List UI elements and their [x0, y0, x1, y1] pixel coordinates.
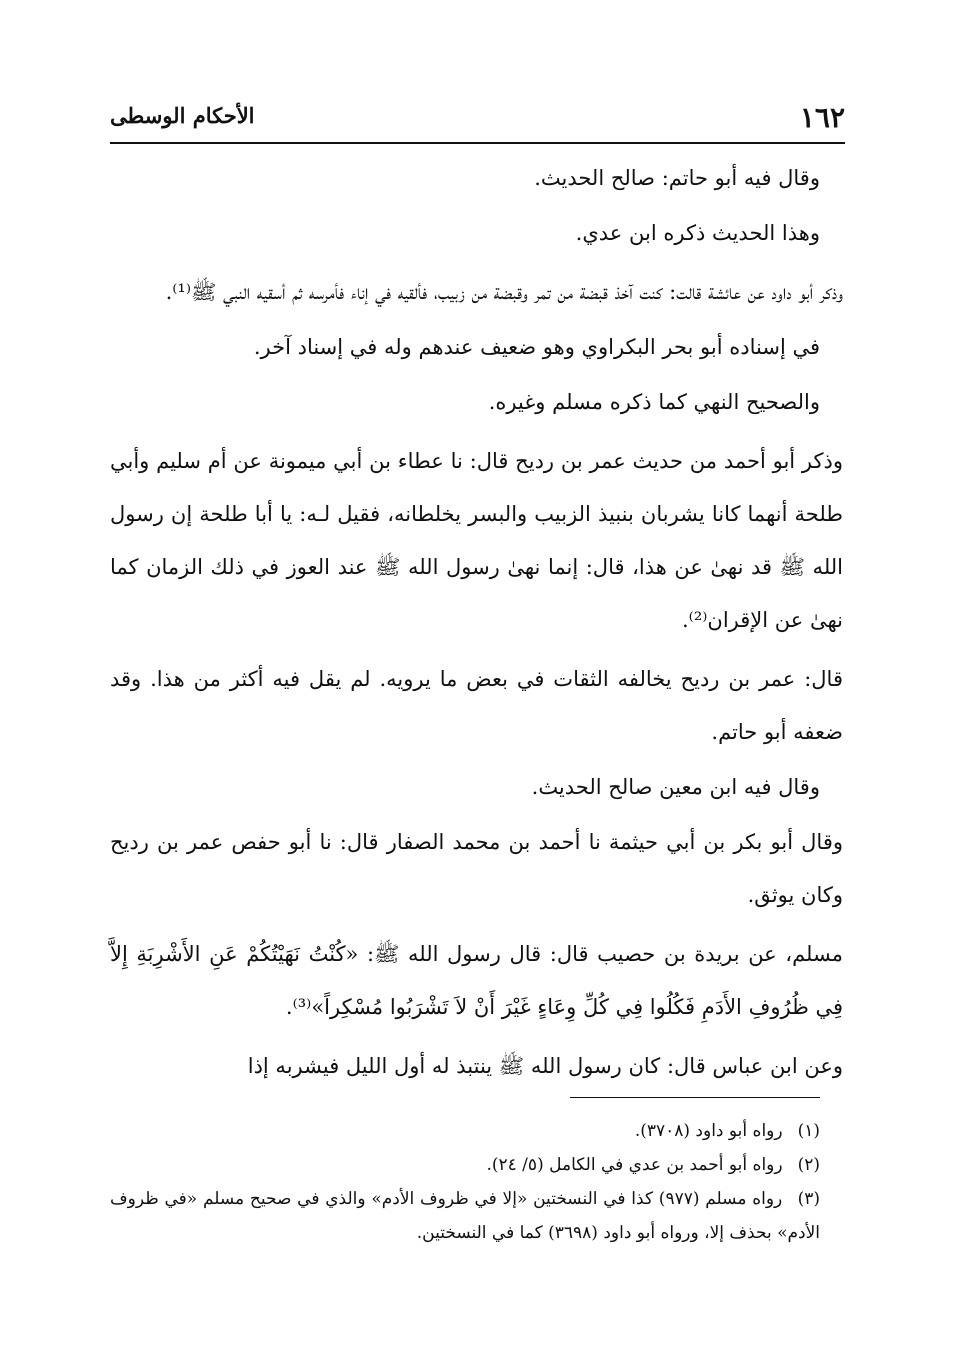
paragraph-1: وقال فيه أبو حاتم: صالح الحديث. [534, 166, 820, 190]
footnote-2-number: (٢) [797, 1155, 820, 1175]
page-number: ١٦٢ [799, 101, 845, 134]
footnote-2 [110, 1148, 820, 1182]
paragraph-9: وقال أبو بكر بن أبي حيثمة نا أحمد بن محمد الصفار قال: نا أبو حفص عمر بن رديح وكان يوثق. [110, 830, 844, 907]
paragraph-4: في إسناده أبو بحر البكراوي وهو ضعيف عندهم وله في إسناد آخر. [253, 335, 820, 359]
footnote-3 [110, 1182, 820, 1250]
footnote-1-text: رواه أبو داود (٣٧٠٨). [634, 1121, 783, 1141]
paragraph-11: وعن ابن عباس قال: كان رسول الله ﷺ ينتبذ له أول الليل فيشربه إذا [247, 1054, 843, 1078]
running-title: الأحكام الوسطى [110, 103, 255, 128]
footnote-separator [570, 1097, 820, 1098]
page-header [110, 96, 845, 140]
paragraph-2: وهذا الحديث ذكره ابن عدي. [575, 221, 820, 245]
paragraph-5: والصحيح النهي كما ذكره مسلم وغيره. [488, 390, 820, 414]
footnote-3-text: رواه مسلم (٩٧٧) كذا في النسختين «إلا في ظروف الأدم» والذي في صحيح مسلم «في ظروف الأدم» بحذف إلا، ورواه أبو داود (٣٦٩٨) كما في النسختين. [110, 1189, 820, 1243]
paragraph-7: قال: عمر بن رديح يخالفه الثقات في بعض ما يرويه. لم يقل فيه أكثر من هذا. وقد ضعفه أبو حاتم. [110, 667, 843, 744]
paragraph-6: وذكر أبو أحمد من حديث عمر بن رديح قال: نا عطاء بن أبي ميمونة عن أم سليم وأبي طلحة أنهما كانا يشربان بنبيذ الزبيب والبسر يخلطانه، فقيل لـه: يا أبا طلحة إن رسول الله ﷺ قد نهىٰ عن هذا، قال: إنما نهىٰ رسول الله ﷺ عند العوز في ذلك الزمان كما نهىٰ عن الإقران⁽²⁾. [110, 449, 843, 632]
main-text [110, 152, 844, 1095]
footnote-2-text: رواه أبو أحمد بن عدي في الكامل (٥/ ٢٤). [486, 1155, 783, 1175]
paragraph-10: مسلم، عن بريدة بن حصيب قال: قال رسول الله ﷺ: «كُنْتُ نَهَيْتُكُمْ عَنِ الأَشْرِبَةِ إِلاَّ فِي ظُرُوفِ الأَدَمِ فَكُلُوا فِي كُلِّ وِعَاءٍ غَيْرَ أَنْ لاَ تَشْرَبُوا مُسْكِراً»⁽³⁾. [110, 942, 843, 1019]
footnotes [110, 1114, 820, 1250]
paragraph-3: وذكر أبو داود عن عائشة قالت: كنت آخذ قبضة من تمر وقبضة من زبيب، فألقيه في إناء فأمرسه ثم أسقيه النبي ﷺ⁽¹⁾. [165, 280, 843, 304]
paragraph-8: وقال فيه ابن معين صالح الحديث. [531, 775, 820, 799]
footnote-3-number: (٣) [797, 1189, 821, 1209]
footnote-1-number: (١) [797, 1121, 820, 1141]
header-rule [110, 142, 845, 144]
footnote-1 [110, 1114, 820, 1148]
